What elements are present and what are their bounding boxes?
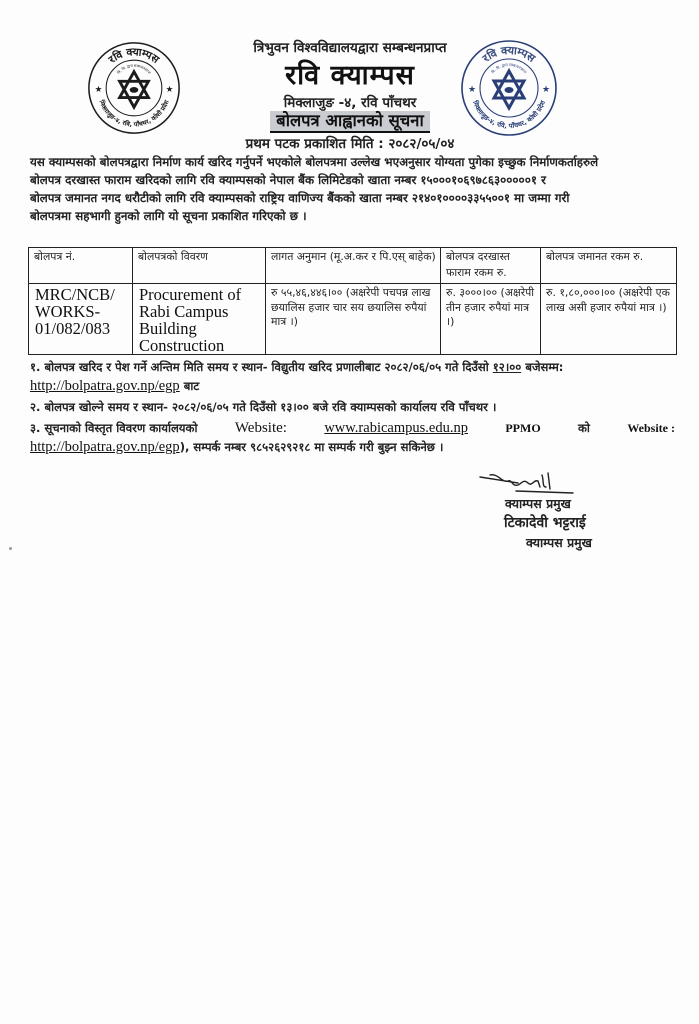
table-header-row [29, 248, 677, 284]
header-bid-no: बोलपत्र नं. [29, 248, 133, 284]
campus-name: रवि क्याम्पस [285, 60, 415, 91]
cell-bid-no: MRC/NCB/ WORKS- 01/082/083 [29, 284, 133, 355]
table-row [29, 284, 677, 355]
note-3 [30, 419, 675, 438]
notice-title-wrap [150, 111, 550, 133]
seal-left-inner-text: त्रि. वि. द्वारा सम्बन्धनप्राप्त [116, 63, 152, 75]
seal-right-top-text: रवि क्याम्पस [480, 43, 538, 65]
intro-line: यस क्याम्पसको बोलपत्रद्वारा निर्माण कार्य खरिद गर्नुपर्ने भएकोले बोलपत्रमा उल्लेख भएअनुसार योग्यता पुगेका इच्छुक निर्माणकर्ताहरुले [30, 155, 599, 169]
publish-date: प्रथम पटक प्रकाशित मिति : २०८२/०५/०४ [245, 136, 455, 152]
header-cost-estimate: लागत अनुमान (मू.अ.कर र पि.एस् बाहेक) [266, 248, 441, 284]
note-3-continued [30, 438, 675, 457]
note-3-ko: को [578, 421, 590, 435]
signatory-title: क्याम्पस प्रमुख [526, 535, 592, 550]
signatory-name: टिकादेवी भट्टराई [504, 515, 586, 531]
bolpatra-link[interactable]: http://bolpatra.gov.np/egp [30, 378, 180, 394]
star-of-david-icon [120, 72, 149, 98]
note-2: २. बोलपत्र खोल्ने समय र स्थान- २०८२/०६/०५ गते दिउँसो १३।०० बजे रवि क्याम्पसको कार्यालय रवि पाँचथर । [30, 400, 497, 414]
campus-website-link[interactable]: www.rabicampus.edu.np [324, 420, 468, 436]
signature-title-top: क्याम्पस प्रमुख [505, 496, 571, 511]
seal-left-top-text: रवि क्याम्पस [106, 46, 162, 66]
note-3-ppmo-website: Website : [627, 421, 675, 435]
intro-line: बोलपत्र जमानत नगद धरौटीको लागि रवि क्याम्पसको राष्ट्रिय वाणिज्य बैंकको खाता नम्बर २१४०१००००३३५५००१ मा जम्मा गरी [30, 191, 570, 205]
cell-cost-estimate: रु ५५,४६,४४६।०० (अक्षरेपी पचपन्न लाख छयालिस हजार चार सय छयालिस रुपैयां मात्र ।) [266, 284, 441, 355]
star-of-david-icon [120, 81, 149, 107]
seal-right-inner-text: त्रि. वि. द्वारा सम्बन्धनप्राप्त [490, 61, 528, 75]
cell-form-fee: रु. ३०००।०० (अक्षरेपी तीन हजार रुपैयां मात्र ।) [441, 284, 541, 355]
note-3-prefix: ३. सूचनाको विस्तृत विवरण कार्यालयको [30, 421, 198, 435]
star-icon: ★ [468, 85, 477, 95]
seal-left-bottom-text: मिक्लाजुङ-४, रवि, पाँचथर, कोशी प्रदेश [97, 99, 171, 129]
ppmo-bolpatra-link[interactable]: http://bolpatra.gov.np/egp [30, 439, 180, 455]
intro-paragraph [30, 153, 675, 225]
cell-description: Procurement of Rabi Campus Building Construction [133, 284, 266, 355]
signature-block [470, 469, 670, 569]
note-1-time: १२।०० [492, 360, 522, 374]
tender-table [28, 247, 677, 355]
notice-title: बोलपत्र आह्वानको सूचना [270, 111, 429, 133]
header-description: बोलपत्रको विवरण [133, 248, 266, 284]
note-3-website-label: Website: [234, 420, 287, 436]
star-icon: ★ [165, 84, 174, 95]
note-1-link-suffix: बाट [183, 379, 200, 393]
note-3-suffix: ), सम्पर्क नम्बर ९८५२६२९२१८ मा सम्पर्क गरी बुझ्न सकिनेछ । [179, 440, 444, 454]
eye-icon [130, 87, 139, 93]
intro-line: बोलपत्रमा सहभागी हुनको लागि यो सूचना प्रकाशित गरिएको छ । [30, 209, 307, 223]
header-bid-security: बोलपत्र जमानत रकम रु. [541, 248, 677, 284]
note-1-suffix: बजेसम्म: [525, 360, 564, 374]
seal-right-bottom-text: मिक्लाजुङ-४, रवि, पाँचथर, कोशी प्रदेश [470, 99, 548, 131]
note-3-ppmo: PPMO [505, 421, 541, 435]
note-1-text: १. बोलपत्र खरिद र पेश गर्ने अन्तिम मिति समय र स्थान- विद्युतीय खरिद प्रणालीबाट २०८२/०६/०५ गते दिउँसो [30, 360, 489, 374]
cell-bid-security: रु. १,८०,०००।०० (अक्षरेपी एक लाख असी हजार रुपैयां मात्र ।) [541, 284, 677, 355]
intro-line: बोलपत्र दरखास्त फाराम खरिदको लागि रवि क्याम्पसको नेपाल बैंक लिमिटेडको खाता नम्बर १५०००१०६९७८६३०००००१ र [30, 173, 546, 187]
note-1 [30, 358, 675, 377]
notes-section [30, 358, 675, 457]
affiliation-line: त्रिभुवन विश्वविद्यालयद्वारा सम्बन्धनप्राप्त [253, 40, 447, 56]
campus-address: मिक्लाजुङ -४, रवि पाँचथर [283, 95, 417, 111]
note-1-link-line [30, 377, 675, 396]
star-icon: ★ [94, 84, 103, 95]
scan-speck [9, 547, 12, 550]
star-icon: ★ [542, 85, 551, 95]
header-form-fee: बोलपत्र दरखास्त फाराम रकम रु. [441, 248, 541, 284]
